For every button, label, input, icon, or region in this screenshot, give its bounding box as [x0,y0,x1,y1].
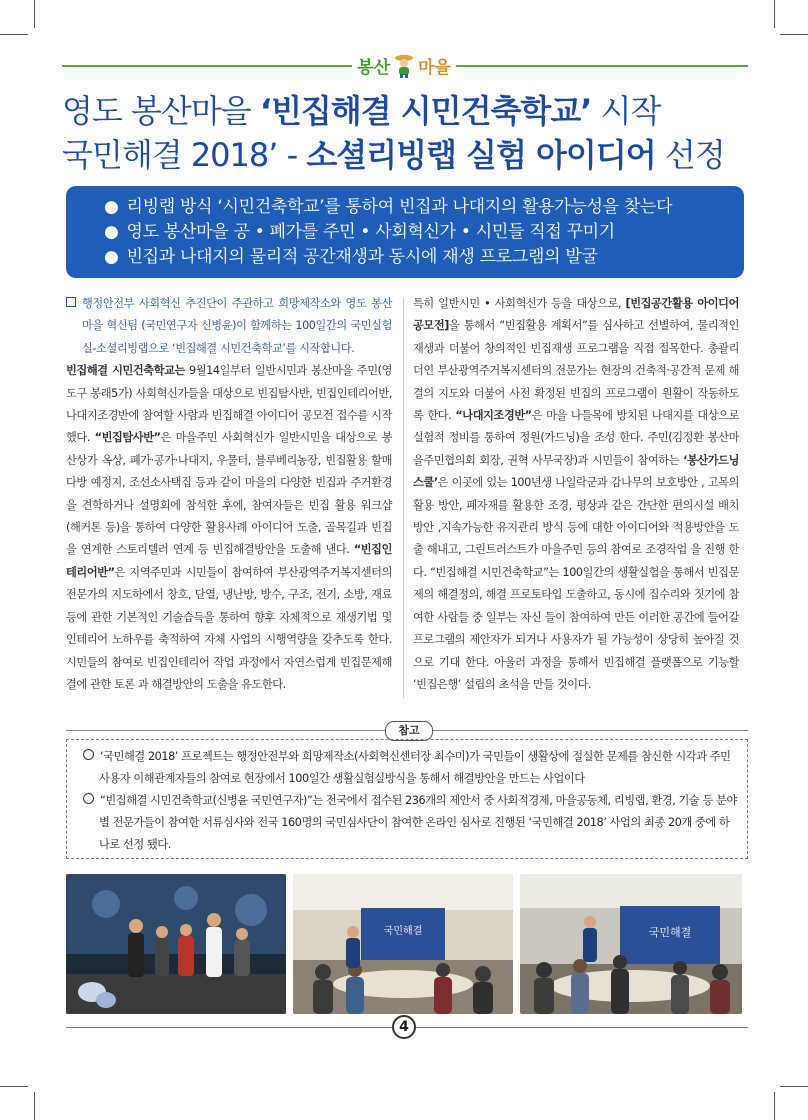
reference-text: ‘국민해결 2018’ 프로젝트는 행정안전부와 희망제작소(사회혁신센터장 최수미)가 국민들이 생활상에 절실한 문제를 참신한 시각과 주민 사용자 이해관계자들의 참여로 현장에서 100일간 생활실험실방식을 통해서 해결방안을 만드는 사업이다 [99,750,731,785]
headline-1-bold: ‘빈집해결 시민건축학교’ [259,92,592,130]
bold-term: ‘봉산가드닝 스쿨’ [413,453,739,490]
page-number: 4 [392,1015,416,1039]
headline-1-prefix: 영도 봉산마을 [62,92,260,130]
column-divider [403,298,404,698]
bold-term: 빈집해결 시민건축학교는 [66,364,185,378]
body-text: 은 지역주민과 시민들이 참여하여 부산광역주거복지센터의 전문가의 지도하에서 창호, 단열, 냉난방, 방수, 구조, 전기, 소방, 재료 등에 관한 기본적인 기술습득을 통하여 향후 자체적으로 재생기법 및 인테리어 노하우를 축적하여 자체 사업의 시행역량을 갖추도록 한다. 시민들의 참여로 빈집인테리어 작업 과정에서 자연스럽게 빈집문제해결에 관한 토론 과 해결방안의 도출을 유도한다. [66,565,392,691]
article-column-left [66,293,392,696]
crop-mark [0,34,28,35]
reference-label: 참고 [385,721,433,741]
headline-line-2 [62,130,752,176]
headline-2-prefix: 국민해결 2018’ - [62,136,307,174]
photo-workshop-meeting [293,874,513,1014]
reference-item [83,790,737,856]
headline-2-suffix: 선정 [655,136,725,174]
square-bullet-icon [66,297,76,307]
bold-term: “빈집탐사반” [94,431,161,445]
reference-item [83,746,737,790]
body-text: 은 마을주민 사회혁신가 일반시민을 대상으로 봉산상가 옥상, 폐가·공가·나대지, 우물터, 블루베리농장, 빈집활용 할매다방 예정지, 조선소사택집 등과 같이 마을의 다양한 빈집과 주거환경을 견학하거나 설명회에 참석한 후에, 참여자들은 빈집 활용 워크샵 (해커톤 등)을 통하여 다양한 활용사례 아이디어 도출, 골목길과 빈집 을 연계한 스토리텔러 연계 등 빈집해결방안을 도출해 낸다. [66,431,392,557]
intro-paragraph [66,293,392,360]
village-logo [352,48,456,82]
bold-term: “빈집인테리어반” [66,543,392,579]
reference-rule-right [431,730,748,731]
body-text: 은 마을 나들목에 방치된 나대지를 대상으로 실험적 정비를 통하여 정원(가드닝)을 조성 한다. 주민(김정환 봉산마을주민협의회 회장, 권혁 사무국장)과 시민들이 참여하는 [413,409,739,467]
circle-bullet-icon [83,749,94,760]
intro-text: 행정안전부 사회혁신 추진단이 주관하고 희망제작소와 영도 봉산마을 혁신팀 (국민연구자 신병윤)이 함께하는 100일간의 국민실험실-소셜리빙랩으로 ‘빈집해결 시민건축학교’를 시작합니다. [82,297,392,355]
body-text: 은 이곳에 있는 100년생 나일락군과 감나무의 보호방안 , 고목의 활용 방안, 폐자재를 활용한 조경, 평상과 같은 간단한 편의시설 배치방안 ,지속가능한 유지관리 방식 등에 대한 아이디어와 적용방안을 도출 해내고, 그린트러스트가 마을주민 등의 참여로 조경작업 을 진행 한다. “빈집해결 시민건축학교”는 100일간의 생활실험을 통해서 빈집문제의 해결정의, 해결 프로토타입 도출하고, 동시에 집수리와 짓기에 참여한 사람들 중 일부는 자신 들이 참여하여 만든 이러한 공간에 들어갈 프로그램의 제안자가 되거나 사용자가 될 가능성이 상당히 높아질 것으로 기대 한다. 아울러 과정을 통해서 빈집해결 플랫폼으로 기능할 ‘빈집은행’ 설립의 초석을 만들 것이다. [413,476,739,691]
summary-text: 빈집과 나대지의 물리적 공간재생과 동시에 재생 프로그램의 발굴 [126,247,598,267]
logo-text-right: 마을 [418,57,451,78]
crop-mark [780,1086,808,1087]
header-rule-left [62,65,352,67]
bold-term: “나대지조경반” [455,409,532,423]
reference-box [66,739,748,859]
banner-text: 국민해결 [383,926,423,937]
summary-text: 영도 봉산마을 공 • 폐가를 주민 • 사회혁신가 • 시민들 직접 꾸미기 [126,222,615,242]
bold-term: [빈집공간활용 아이디어 공모전] [413,297,739,333]
body-text: 9월14일부터 일반시민과 봉산마을 주민(영도구 봉래5가) 사회혁신가들을 대상으로 빈집탐사반, 빈집인테리어반, 나대지조경반에 참여할 사람과 빈집해결 아이디어 공모전 접수를 시작했다. [66,364,392,445]
crop-mark [34,1092,35,1120]
crop-mark [0,1086,28,1087]
headline-line-1 [62,86,752,132]
headline-1-suffix: 시작 [591,92,661,130]
summary-box [66,186,744,278]
body-paragraph-2 [413,293,739,696]
banner-text: 국민해결 [648,926,692,939]
bullet-icon: ● [104,222,119,242]
summary-item [104,245,744,270]
crop-mark [774,1092,775,1120]
farmer-figure-icon [393,52,415,78]
circle-bullet-icon [83,793,94,804]
body-text: 을 통해서 “빈집활용 계획서”를 심사하고 선별하여, 물리적인 재생과 더불어 창의적인 빈집재생 프로그램을 직접 접목한다. 총괄리더인 부산광역주거복지센터의 전문가는 현장의 건축적·공간적 문제 해결의 지도와 더불어 사전 확정된 빈집의 프로그램이 원활이 작동하도록 한다. [413,319,739,423]
summary-item [104,220,744,245]
photo-group-on-stage [66,874,286,1014]
summary-item [104,195,744,220]
photo-group-discussion [520,874,742,1014]
crop-mark [34,0,35,28]
headline-2-bold: 소셜리빙랩 실험 아이디어 [306,136,656,174]
reference-rule-left [66,730,385,731]
logo-text-left: 봉산 [357,57,390,78]
crop-mark [774,0,775,28]
header-rule-right [456,65,748,67]
crop-mark [780,34,808,35]
article-column-right [413,293,739,696]
body-paragraph-1 [66,360,392,696]
bullet-icon: ● [104,247,119,267]
summary-text: 리빙랩 방식 ‘시민건축학교’를 통하여 빈집과 나대지의 활용가능성을 찾는다 [126,197,673,217]
reference-text: “빈집해결 시민건축학교(신병윤 국민연구자)”는 전국에서 접수된 236개의 제안서 중 사회적경제, 마을공동체, 리빙랩, 환경, 기술 등 분야별 전문가들이 참여한 서류심사와 전국 160명의 국민심사단이 참여한 온라인 심사로 진행된 ‘국민해결 2018’ 사업의 최종 20개 중에 하나로 선정 됐다. [99,794,737,851]
bullet-icon: ● [104,197,119,217]
body-text: 특히 일반시민 • 사회혁신가 등을 대상으로, [413,297,626,310]
